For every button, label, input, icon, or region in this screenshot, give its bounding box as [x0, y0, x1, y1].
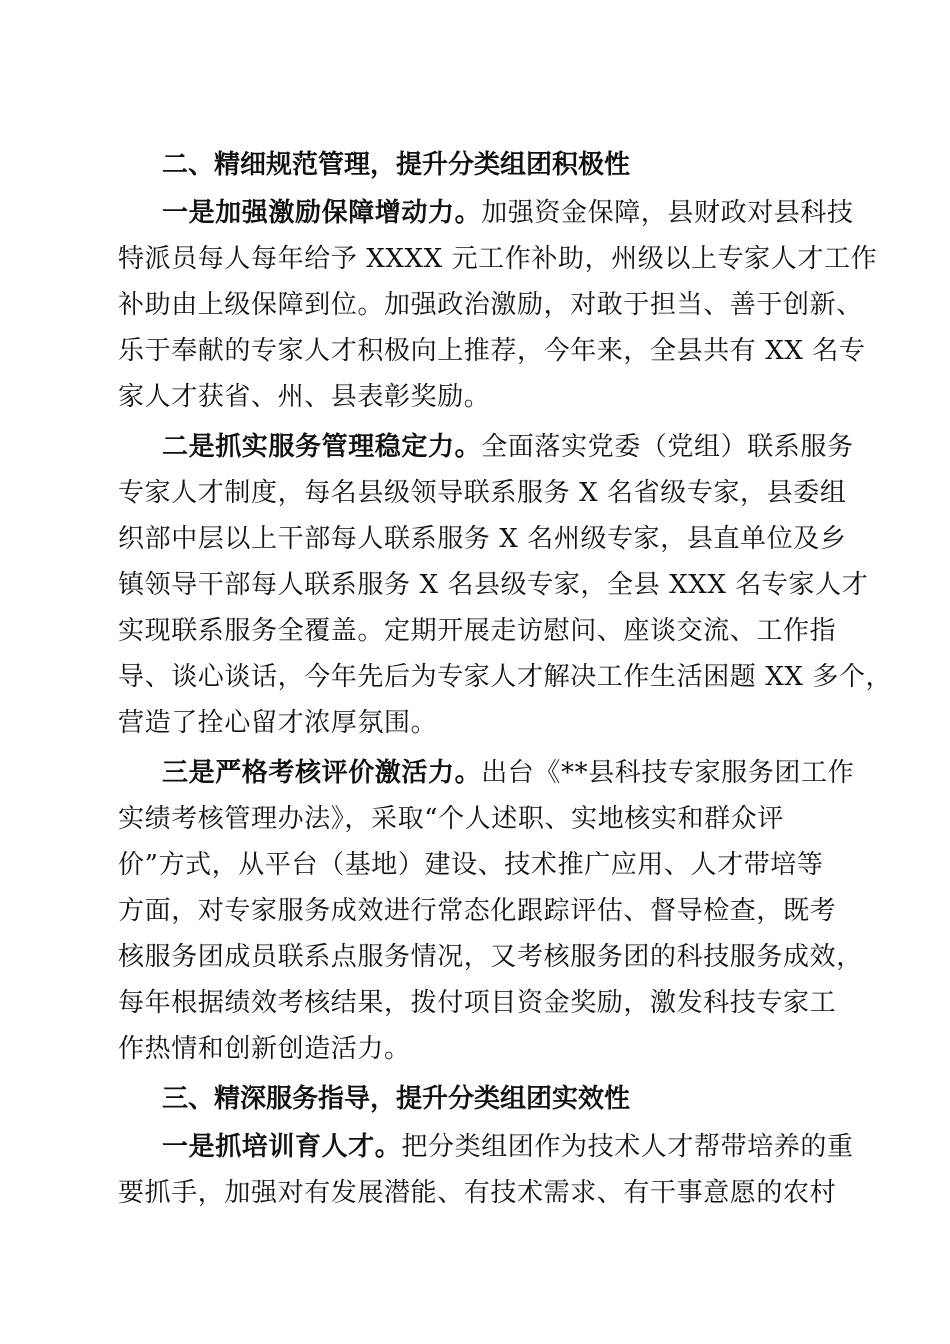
paragraph-line: 专家人才制度，每名县级领导联系服务 X 名省级专家，县委组: [118, 478, 847, 508]
section-heading: 三、精深服务指导，提升分类组团实效性: [162, 1084, 631, 1114]
paragraph-line: 每年根据绩效考核结果，拨付项目资金奖励，激发科技专家工: [118, 988, 837, 1018]
paragraph-line: 导、谈心谈话，今年先后为专家人才解决工作生活困题 XX 多个，: [118, 662, 893, 692]
paragraph-line: 实现联系服务全覆盖。定期开展走访慰问、座谈交流、工作指: [118, 616, 837, 646]
paragraph-lead: 一是加强激励保障增动力。: [162, 198, 482, 228]
paragraph-line: 营造了拴心留才浓厚氛围。: [118, 708, 438, 738]
paragraph-line: 镇领导干部每人联系服务 X 名县级专家，全县 XXX 名专家人才: [118, 570, 869, 600]
paragraph-line: 价”方式，从平台（基地）建设、技术推广应用、人才带培等: [118, 850, 824, 880]
paragraph-line: 补助由上级保障到位。加强政治激励，对敢于担当、善于创新、: [118, 290, 863, 320]
paragraph-lead: 一是抓培训育人才。: [162, 1132, 402, 1162]
paragraph-line: 特派员每人每年给予 XXXX 元工作补助，州级以上专家人才工作: [118, 244, 878, 274]
paragraph: [118, 424, 893, 746]
document-body: [118, 142, 893, 1220]
paragraph: [118, 190, 878, 420]
paragraph-text: 把分类组团作为技术人才帮带培养的重: [401, 1132, 854, 1162]
paragraph-line: 要抓手，加强对有发展潜能、有技术需求、有干事意愿的农村: [118, 1178, 837, 1208]
paragraph-text: 加强资金保障，县财政对县科技: [481, 198, 854, 228]
paragraph-line: 织部中层以上干部每人联系服务 X 名州级专家，县直单位及乡: [118, 524, 847, 554]
paragraph-line: 乐于奉献的专家人才积极向上推荐，今年来，全县共有 XX 名专: [118, 336, 866, 366]
paragraph-line: 家人才获省、州、县表彰奖励。: [118, 382, 491, 412]
paragraph-line: [118, 750, 855, 796]
paragraph-line: 方面，对专家服务成效进行常态化跟踪评估、督导检查，既考: [118, 896, 837, 926]
paragraph: [118, 1124, 854, 1216]
paragraph: [118, 750, 863, 1072]
paragraph-line: [118, 424, 854, 470]
paragraph-line: 实绩考核管理办法》，采取“个人述职、实地核实和群众评: [118, 804, 784, 834]
section-heading: 二、精细规范管理，提升分类组团积极性: [162, 150, 631, 180]
paragraph-line: 作热情和创新创造活力。: [118, 1034, 411, 1064]
paragraph-lead: 二是抓实服务管理稳定力。: [162, 432, 482, 462]
paragraph-text: 出台《**县科技专家服务团工作: [481, 758, 855, 788]
paragraph-line: [118, 190, 854, 236]
paragraph-line: [118, 1124, 854, 1170]
paragraph-line: 核服务团成员联系点服务情况，又考核服务团的科技服务成效，: [118, 942, 863, 972]
paragraph-text: 全面落实党委（党组）联系服务: [481, 432, 854, 462]
paragraph-lead: 三是严格考核评价激活力。: [162, 758, 482, 788]
